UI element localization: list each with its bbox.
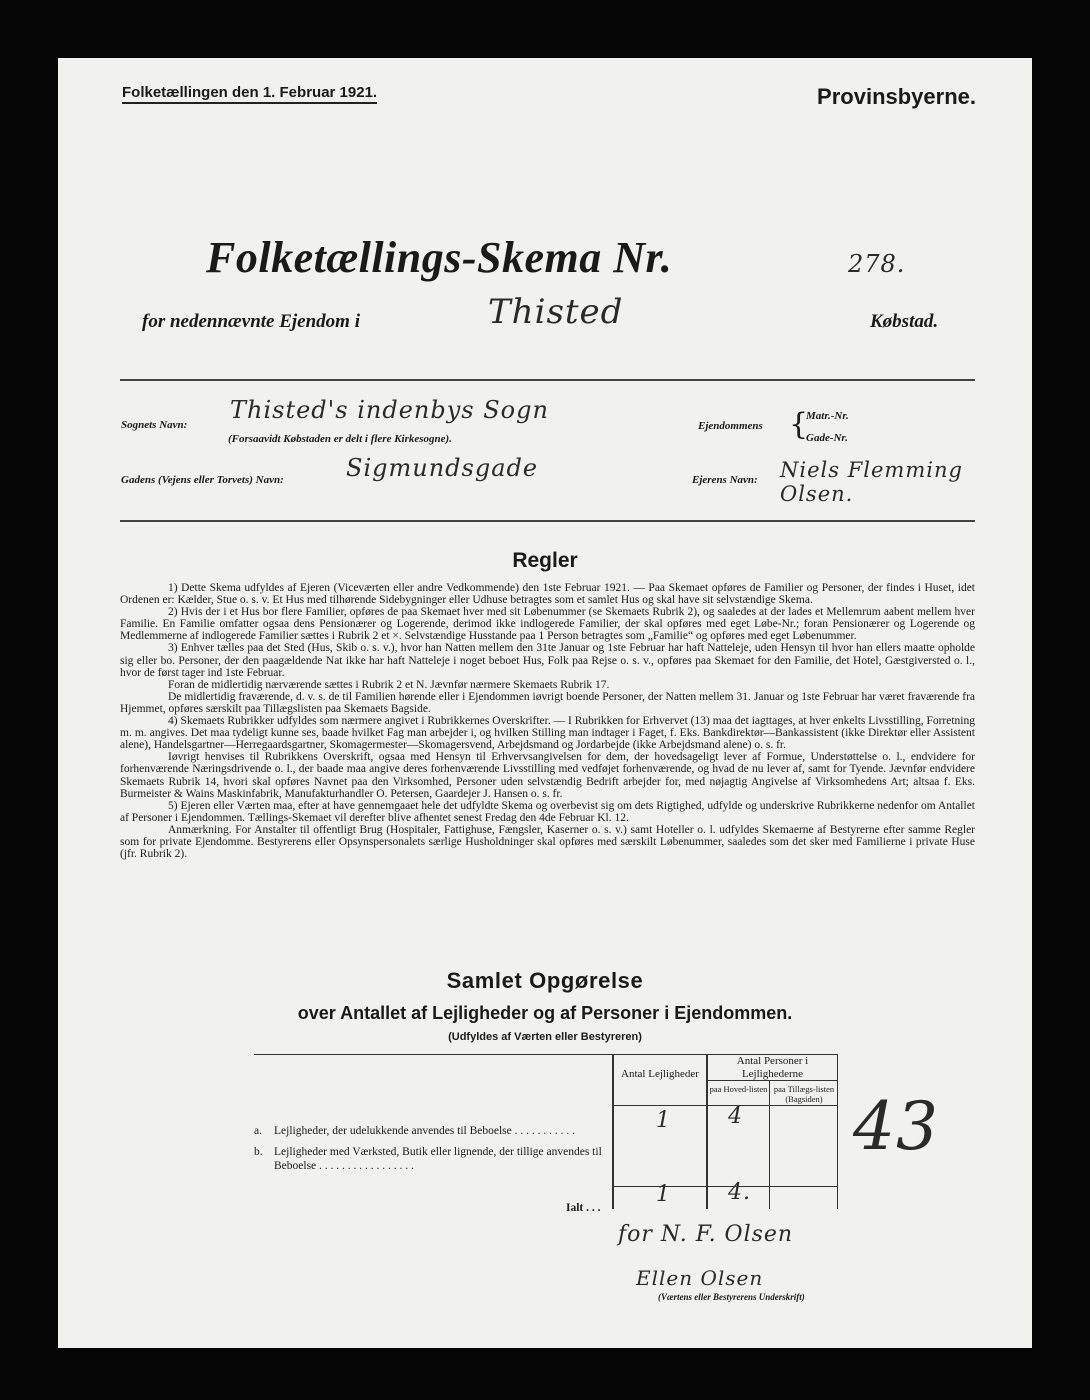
table-body-line — [612, 1186, 838, 1187]
row-a-main-list: 4 — [728, 1104, 743, 1129]
census-date-header: Folketællingen den 1. Februar 1921. — [122, 84, 377, 104]
rule-paragraph: Foran de midlertidig nærværende sættes i Rubrik 2 et N. Jævnfør nærmere Skemaets Rubrik 17. — [168, 678, 610, 691]
parish-label: Sognets Navn: — [121, 419, 188, 431]
form-subtitle-left: for nedennævnte Ejendom i — [142, 311, 360, 332]
table-col-line — [769, 1080, 770, 1209]
row-b-label-text: Lejligheder med Værksted, Butik eller lignende, der tillige anvendes til Beboelse — [274, 1146, 602, 1172]
total-label: Ialt . . . — [566, 1202, 601, 1214]
rule-paragraph: 5) Ejeren eller Værten maa, efter at have gennemgaaet hele det udfyldte Skema og overbevist sig om dets Rigtighed, udfylde og underskrive Rubrikkerne nedenfor om Antallet af Personer i Ejendommen. Tællings-Skemaet vil derefter blive afhentet senest Fredag den 4de Februar Kl. 12. — [120, 799, 975, 824]
matr-label: Matr.-Nr. — [806, 410, 849, 422]
owner-label: Ejerens Navn: — [692, 474, 758, 486]
summary-heading: Samlet Opgørelse — [446, 968, 644, 993]
col-apartments-header: Antal Lejligheder — [621, 1068, 699, 1080]
parish-value-handwritten: Thisted's indenbys Sogn — [230, 396, 549, 424]
row-a-apartments: 1 — [656, 1108, 671, 1133]
col-persons-header: Antal Personer i Lejlighederne — [736, 1055, 809, 1080]
region-header: Provinsbyerne. — [817, 84, 976, 109]
rule-paragraph: 1) Dette Skema udfyldes af Ejeren (Viceværten eller andre Vedkommende) den 1ste Februar 1921. — Paa Skemaet opføres de Familier og Personer, der findes i Huset, idet Ordenen er: Kælder, Stue o. s. v. Et Hus med tilhørende Sidebygninger eller Udhuse betragtes som et samlet Hus og skal have sit selvstændige Skema. — [120, 582, 975, 607]
rule-paragraph: Iøvrigt henvises til Rubrikkens Overskrift, ogsaa med Hensyn til Erhvervsangivelsen for dem, der hovedsageligt lever af Formue, Understøttelse o. l., endvidere for forhenværende Næringsdrivende o. l., der baade maa angive deres forhenværende Livsstilling med vedføjet forhenværende, og hvad de nu lever af, samt for Tyende. Jævnfør endvidere Skemaets Rubrik 14, hvori skal opføres Navnet paa den Virksomhed, Personer uden selvstændig Bedrift arbejder for, med nøjagtig Angivelse af Virksomhedens Art; altsaa f. Eks. Burmeister & Wains Maskinfabrik, Manufakturhandler O. Petersen, Gaardejer J. Hansen o. s. fr. — [120, 751, 975, 800]
parish-note: (Forsaavidt Købstaden er delt i flere Kirkesogne). — [228, 433, 452, 445]
rules-text — [120, 582, 975, 860]
signature-handwritten: Ellen Olsen — [636, 1266, 764, 1290]
rule-paragraph: 3) Enhver tælles paa det Sted (Hus, Skib o. s. v.), hvor han Natten mellem den 31te Januar og 1ste Februar har haft Natteleje, uden Hensyn til hvor han ellers maatte opholde sig eller bo. Personer, der den paagældende Nat ikke har haft Natteleje i noget beboet Hus, Folk paa Rejse o. s. v., opføres paa Skemaet for den Familie, det Hotel, Gæstgiversted o. l., hvor de først tager ind 1ste Februar. — [120, 642, 975, 679]
table-header-line — [612, 1105, 838, 1106]
rule-paragraph: 4) Skemaets Rubrikker udfyldes som nærmere angivet i Rubrikkernes Overskrifter. — I Rubrikken for Erhvervet (13) maa det iagttages, at hver enkelts Livsstilling, Forretning m. m. angives. Det maa tydeligt kunne ses, baade hvilket Fag man arbejder i, og hvilken Stilling man indtager i Faget, f. Eks. Bankdirektør—Bankassistent (ikke Direktør eller Assistent alene), Handelsgartner—Herregaardsgartner, Skomagermester—Skomagersvend, Arbejdsmand og Jordarbejde (ikke Arbejdsmand alene) o. s. fr. — [120, 715, 975, 752]
summary-note: (Udfyldes af Værten eller Bestyreren) — [448, 1031, 642, 1043]
row-a-label: Lejligheder, der udelukkende anvendes til Beboelse . . . . . . . . . . . — [274, 1125, 576, 1137]
signature-label: (Værtens eller Bestyrerens Underskrift) — [658, 1292, 805, 1302]
rule-paragraph: Anmærkning. For Anstalter til offentligt Brug (Hospitaler, Fattighuse, Fængsler, Kaserner o. s. v.) samt Hoteller o. l. udfyldes Skemaerne af Bestyrerne efter samme Regler som for private Ejendomme. Bestyrerens eller Opsynspersonalets særlige Husholdninger skal opføres med særskilt Løbenummer, saaledes som det sker med Familierne i private Huse (jfr. Rubrik 2). — [120, 823, 975, 861]
property-label: Ejendommens — [698, 420, 763, 432]
census-form-sheet — [58, 58, 1032, 1348]
street-value-handwritten: Sigmundsgade — [346, 454, 539, 482]
town-handwritten: Thisted — [488, 292, 624, 332]
total-apartments: 1 — [656, 1182, 671, 1207]
row-a-label-text: Lejligheder, der udelukkende anvendes til Beboelse — [274, 1125, 512, 1137]
col-supplement-list-header: paa Tillægs-listen (Bagsiden) — [773, 1084, 835, 1104]
col-main-list-header: paa Hoved-listen — [709, 1084, 768, 1094]
total-label-text: Ialt — [566, 1202, 584, 1214]
form-subtitle-right: Købstad. — [870, 311, 939, 332]
row-b-label: Lejligheder med Værksted, Butik eller lignende, der tillige anvendes til Beboelse . . . . . . . . . . . . . . . . . — [274, 1146, 602, 1172]
form-title: Folketællings-Skema Nr. — [206, 233, 673, 282]
divider-fields — [120, 520, 975, 522]
rule-paragraph: De midlertidig fraværende, d. v. s. de til Familien hørende eller i Ejendommen iøvrigt boende Personer, der Natten mellem 31. Januar og 1ste Februar har været fraværende fra Hjemmet, opføres særskilt paa Tillægslisten paa Skemaets Bagside. — [120, 690, 975, 715]
side-mark-handwritten: 43 — [853, 1088, 939, 1165]
street-label: Gadens (Vejens eller Torvets) Navn: — [121, 474, 284, 486]
row-a-letter: a. — [254, 1125, 262, 1137]
total-main-list: 4. — [728, 1180, 751, 1205]
property-brace: { — [789, 407, 809, 442]
row-b-letter: b. — [254, 1146, 263, 1158]
form-number-handwritten: 278. — [848, 250, 906, 278]
rule-paragraph: 2) Hvis der i et Hus bor flere Familier, opføres de paa Skemaet hver med sit Løbenummer (se Skemaets Rubrik 2), og saaledes at der lades et Mellemrum aabent mellem hver Familie. En Familie omfatter ogsaa dens Pensionærer og Logerende, derimod ikke indlogerede Familier, der skal opføres med eget Løbe-Nr.; foran Pensionærer og Logerende og Medlemmerne af indlogerede Familier sættes i Rubrik 2 et ×. Selvstændige Husstande paa 1 Person betragtes som „Familie“ og opføres med eget Løbenummer. — [120, 606, 975, 643]
owner-value-handwritten: Niels Flemming Olsen. — [780, 458, 963, 506]
summary-subheading: over Antallet af Lejligheder og af Personer i Ejendommen. — [297, 1003, 793, 1023]
for-note-handwritten: for N. F. Olsen — [618, 1222, 794, 1247]
rules-heading: Regler — [512, 549, 578, 572]
gade-label: Gade-Nr. — [806, 432, 848, 444]
divider-top — [120, 379, 975, 381]
